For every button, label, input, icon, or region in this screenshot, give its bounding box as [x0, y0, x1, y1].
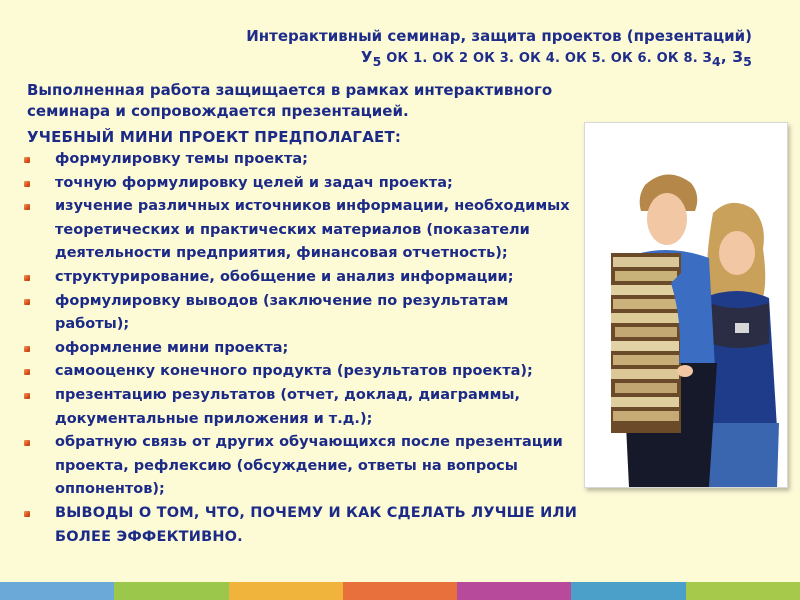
list-item [23, 266, 583, 290]
bullet-icon [24, 204, 30, 210]
list-item-text: формулировку выводов (заключение по результатам работы); [55, 292, 509, 333]
list-item-text: обратную связь от других обучающихся после презентации проекта, рефлексию (обсуждение, ответы на вопросы оппонентов); [55, 434, 563, 498]
strip-segment [571, 582, 685, 600]
requirements-list [23, 148, 583, 549]
bullet-icon [24, 275, 30, 281]
title-competence-ok: ОК 1. ОК 2 ОК 3. ОК 4. ОК 5. ОК 6. ОК 8. З [381, 51, 712, 66]
list-item [23, 195, 583, 266]
list-item [23, 502, 583, 549]
list-item [23, 384, 583, 431]
list-item-text: презентацию результатов (отчет, доклад, диаграммы, документальные приложения и т.д.); [55, 386, 521, 427]
strip-segment [0, 582, 114, 600]
title-sub-2: 4 [712, 54, 721, 69]
bullet-icon [24, 346, 30, 352]
list-item-text: самооценку конечного продукта (результатов проекта); [55, 363, 533, 380]
list-item [23, 337, 583, 361]
list-item [23, 172, 583, 196]
title-competence-u: У [360, 48, 373, 66]
title-line-1: Интерактивный семинар, защита проектов (презентаций) [246, 27, 752, 45]
title-sub-3: 5 [743, 54, 752, 69]
title-line-2 [192, 47, 752, 72]
list-item-text: структурирование, обобщение и анализ информации; [55, 268, 514, 285]
book-stack [611, 253, 681, 433]
list-item [23, 290, 583, 337]
bullet-icon [24, 157, 30, 163]
list-item-text: ВЫВОДЫ О ТОМ, ЧТО, ПОЧЕМУ И КАК СДЕЛАТЬ ЛУЧШЕ ИЛИ БОЛЕЕ ЭФФЕКТИВНО. [55, 504, 578, 545]
bullet-icon [24, 440, 30, 446]
title-sub-1: 5 [372, 54, 382, 69]
list-item [23, 431, 583, 502]
list-item-text: формулировку темы проекта; [55, 151, 308, 167]
list-item-text: изучение различных источников информации, необходимых теоретических и практических материалов (показатели деятельности предприятия, финансовая отчетность); [55, 198, 570, 262]
bullet-icon [24, 511, 30, 517]
bullet-icon [24, 181, 30, 187]
list-item [23, 360, 583, 384]
bullet-icon [24, 393, 30, 399]
list-item-text: точную формулировку целей и задач проекта; [55, 174, 453, 191]
bottom-color-strip [0, 582, 800, 600]
slide-title [192, 26, 752, 72]
bullet-icon [24, 299, 30, 305]
students-with-books-icon [585, 123, 787, 487]
bullet-icon [24, 369, 30, 375]
list-item [23, 148, 583, 172]
strip-segment [686, 582, 800, 600]
list-item-text: оформление мини проекта; [55, 339, 289, 356]
title-competence-z: , З [720, 48, 744, 66]
strip-segment [457, 582, 571, 600]
strip-segment [114, 582, 228, 600]
intro-paragraph: Выполненная работа защищается в рамках интерактивного семинара и сопровождается презентацией. [27, 81, 553, 120]
strip-segment [229, 582, 343, 600]
strip-segment [343, 582, 457, 600]
list-heading: УЧЕБНЫЙ МИНИ ПРОЕКТ ПРЕДПОЛАГАЕТ: [27, 128, 402, 146]
students-photo [584, 122, 788, 488]
